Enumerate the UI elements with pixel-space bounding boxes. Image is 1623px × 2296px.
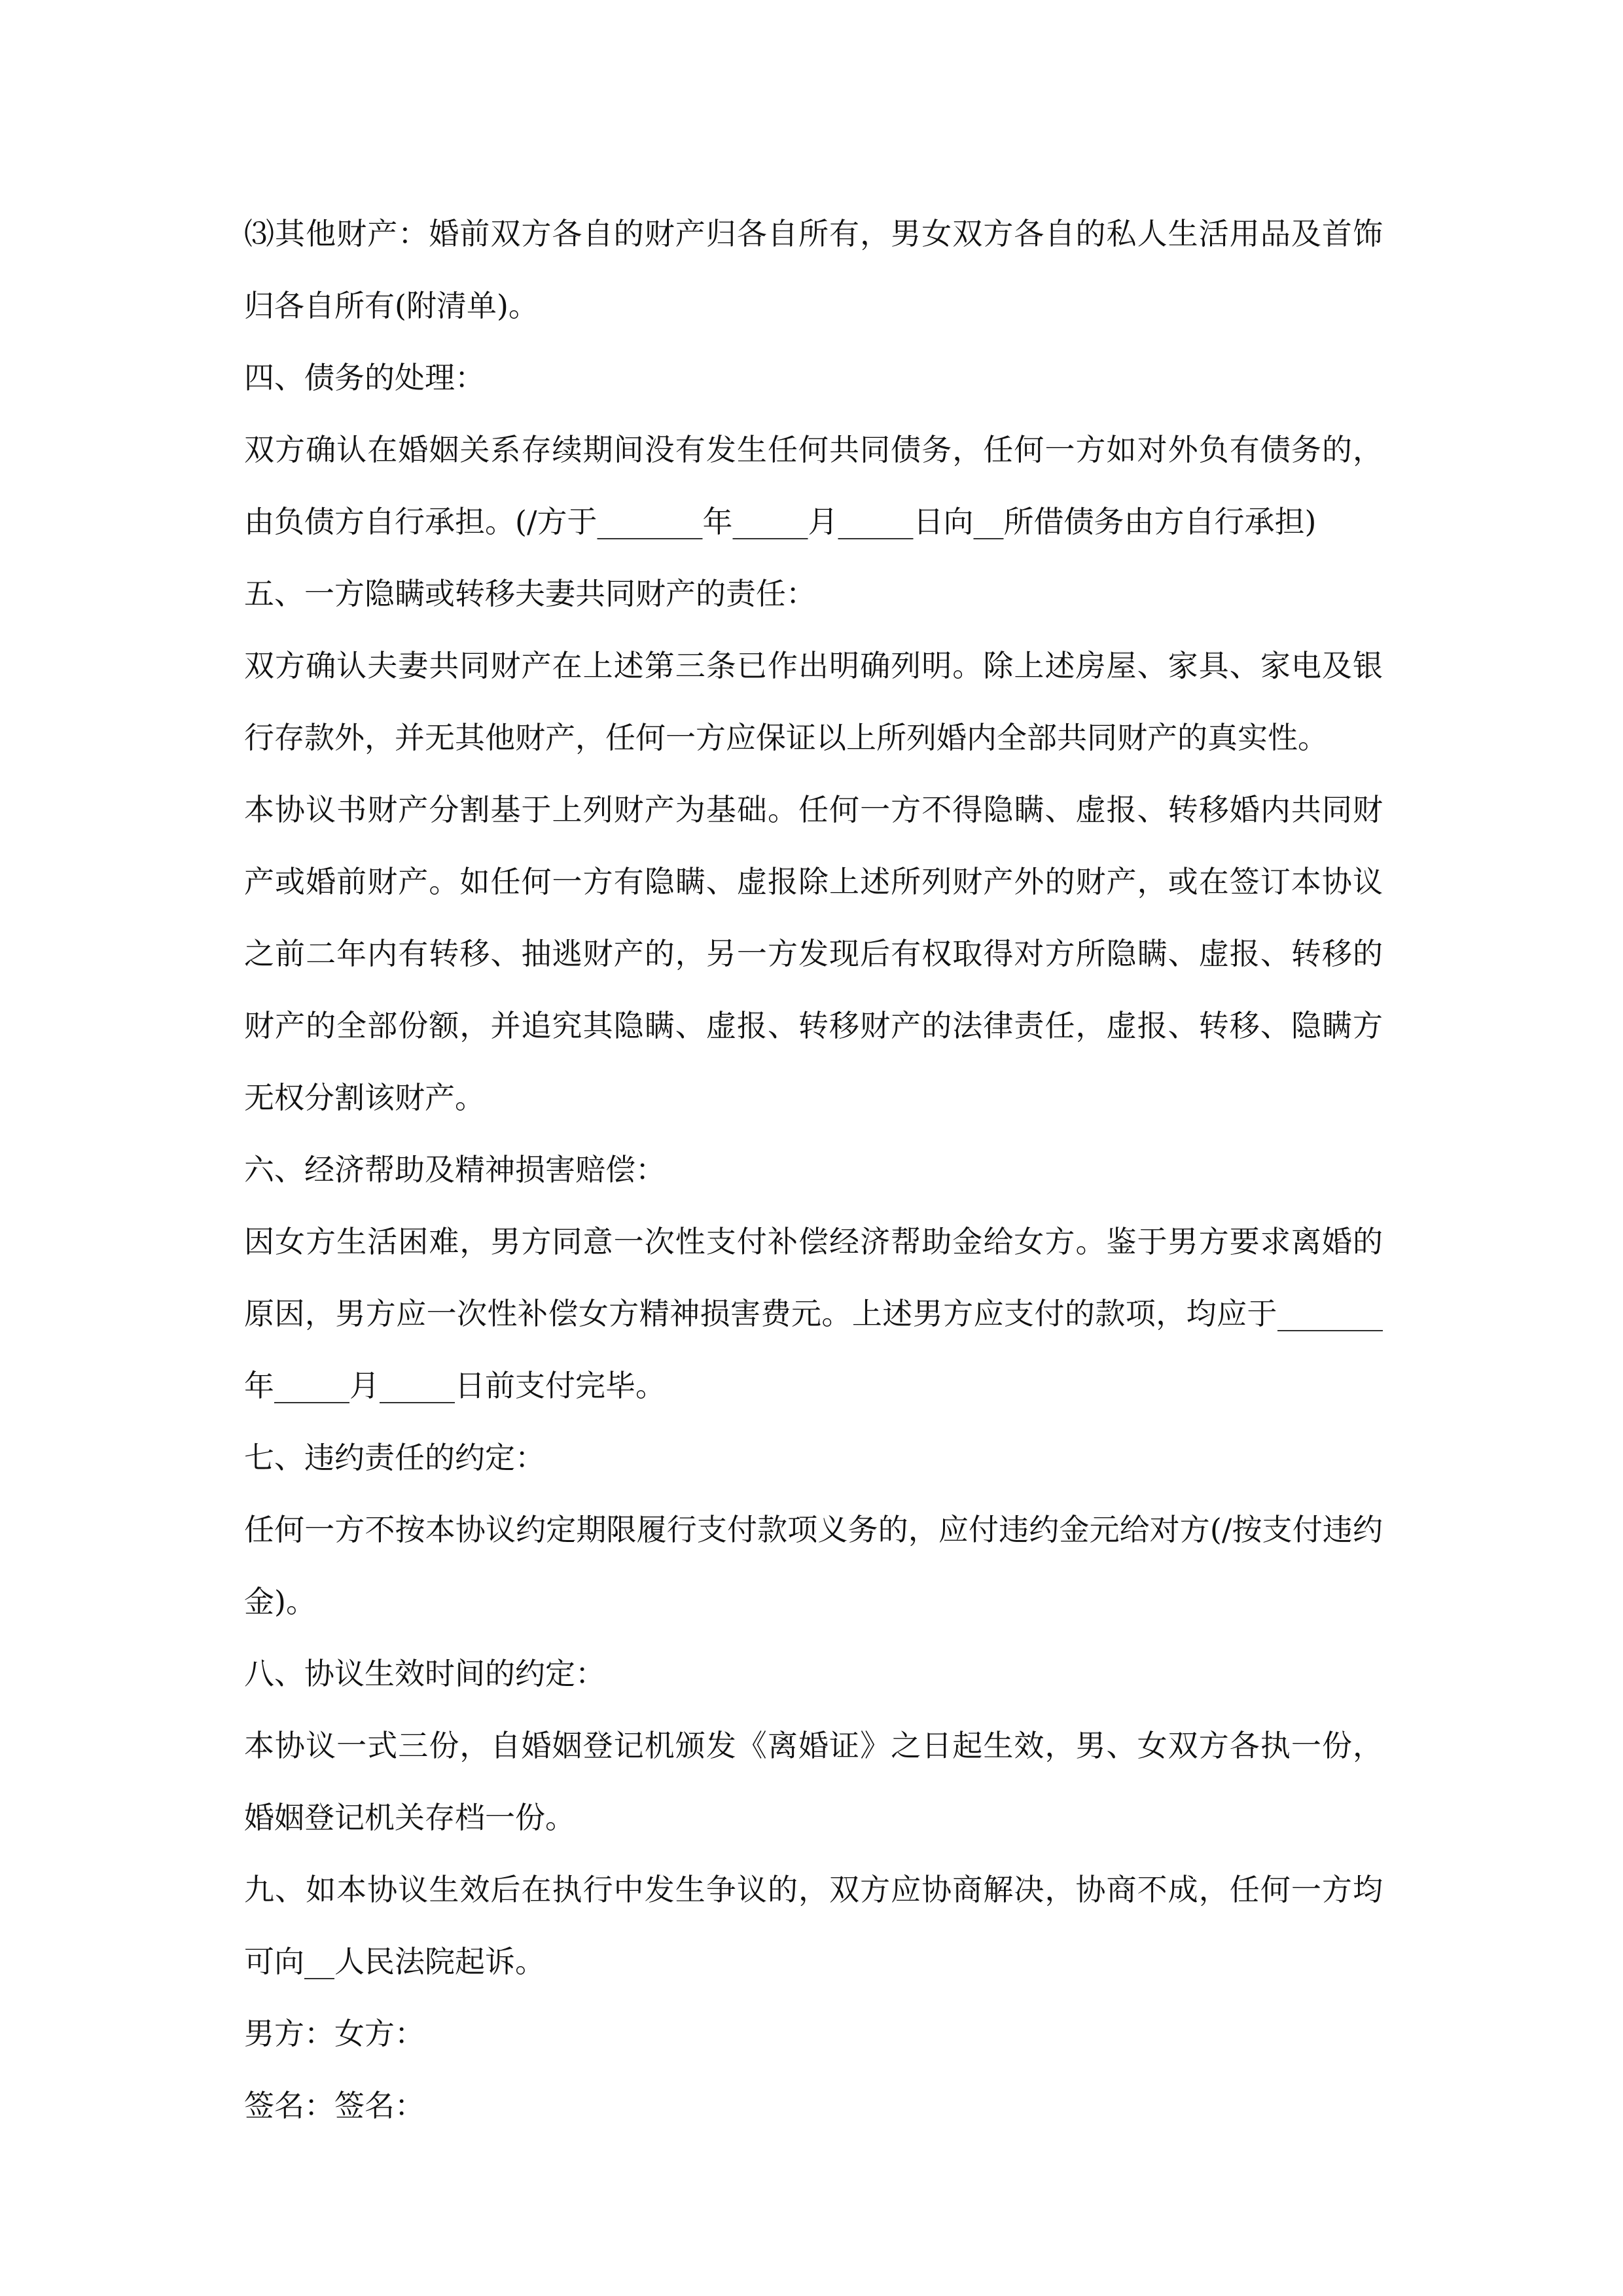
- paragraph-property-division-basis: 本协议书财产分割基于上列财产为基础。任何一方不得隐瞒、虚报、转移婚内共同财产或婚前财产。如任何一方有隐瞒、虚报除上述所列财产外的财产，或在签订本协议之前二年内有转移、抽逃财产的，另一方发现后有权取得对方所隐瞒、虚报、转移的财产的全部份额，并追究其隐瞒、虚报、转移财产的法律责任，虚报、转移、隐瞒方无权分割该财产。: [244, 792, 1383, 1115]
- paragraph-other-property: ⑶其他财产：婚前双方各自的财产归各自所有，男女双方各自的私人生活用品及首饰归各自所有(附清单)。: [244, 216, 1383, 323]
- paragraph-effective-time: 本协议一式三份，自婚姻登记机颁发《离婚证》之日起生效，男、女双方各执一份，婚姻登记机关存档一份。: [244, 1728, 1383, 1835]
- male-signature-label: 签名：: [244, 2088, 334, 2123]
- heading-breach-liability: 七、违约责任的约定：: [244, 1440, 545, 1475]
- paragraph-debt: 双方确认在婚姻关系存续期间没有发生任何共同债务，任何一方如对外负有债务的，由负债方自行承担。(/方于_______年_____月_____日向__所借债务由方自行承担): [244, 432, 1383, 539]
- party-labels: [244, 1998, 1383, 2070]
- paragraph-joint-property-confirmation: 双方确认夫妻共同财产在上述第三条已作出明确列明。除上述房屋、家具、家电及银行存款外，并无其他财产，任何一方应保证以上所列婚内全部共同财产的真实性。: [244, 648, 1383, 755]
- heading-concealment-liability: 五、一方隐瞒或转移夫妻共同财产的责任：: [244, 576, 816, 611]
- paragraph-dispute-resolution: 九、如本协议生效后在执行中发生争议的，双方应协商解决，协商不成，任何一方均可向__人民法院起诉。: [244, 1872, 1383, 1979]
- heading-debt-handling: 四、债务的处理：: [244, 360, 485, 395]
- female-signature-label: 签名：: [334, 2088, 425, 2123]
- signature-labels: [244, 2070, 1383, 2142]
- heading-economic-help: 六、经济帮助及精神损害赔偿：: [244, 1152, 666, 1187]
- paragraph-economic-help: 因女方生活困难，男方同意一次性支付补偿经济帮助金给女方。鉴于男方要求离婚的原因，男方应一次性补偿女方精神损害费元。上述男方应支付的款项，均应于_______年_____月_____日前支付完毕。: [244, 1224, 1383, 1403]
- heading-effective-time: 八、协议生效时间的约定：: [244, 1656, 605, 1691]
- paragraph-breach-liability: 任何一方不按本协议约定期限履行支付款项义务的，应付违约金元给对方(/按支付违约金)。: [244, 1512, 1383, 1619]
- female-party-label: 女方：: [334, 2016, 425, 2051]
- document-body: [244, 198, 1383, 2142]
- male-party-label: 男方：: [244, 2016, 334, 2051]
